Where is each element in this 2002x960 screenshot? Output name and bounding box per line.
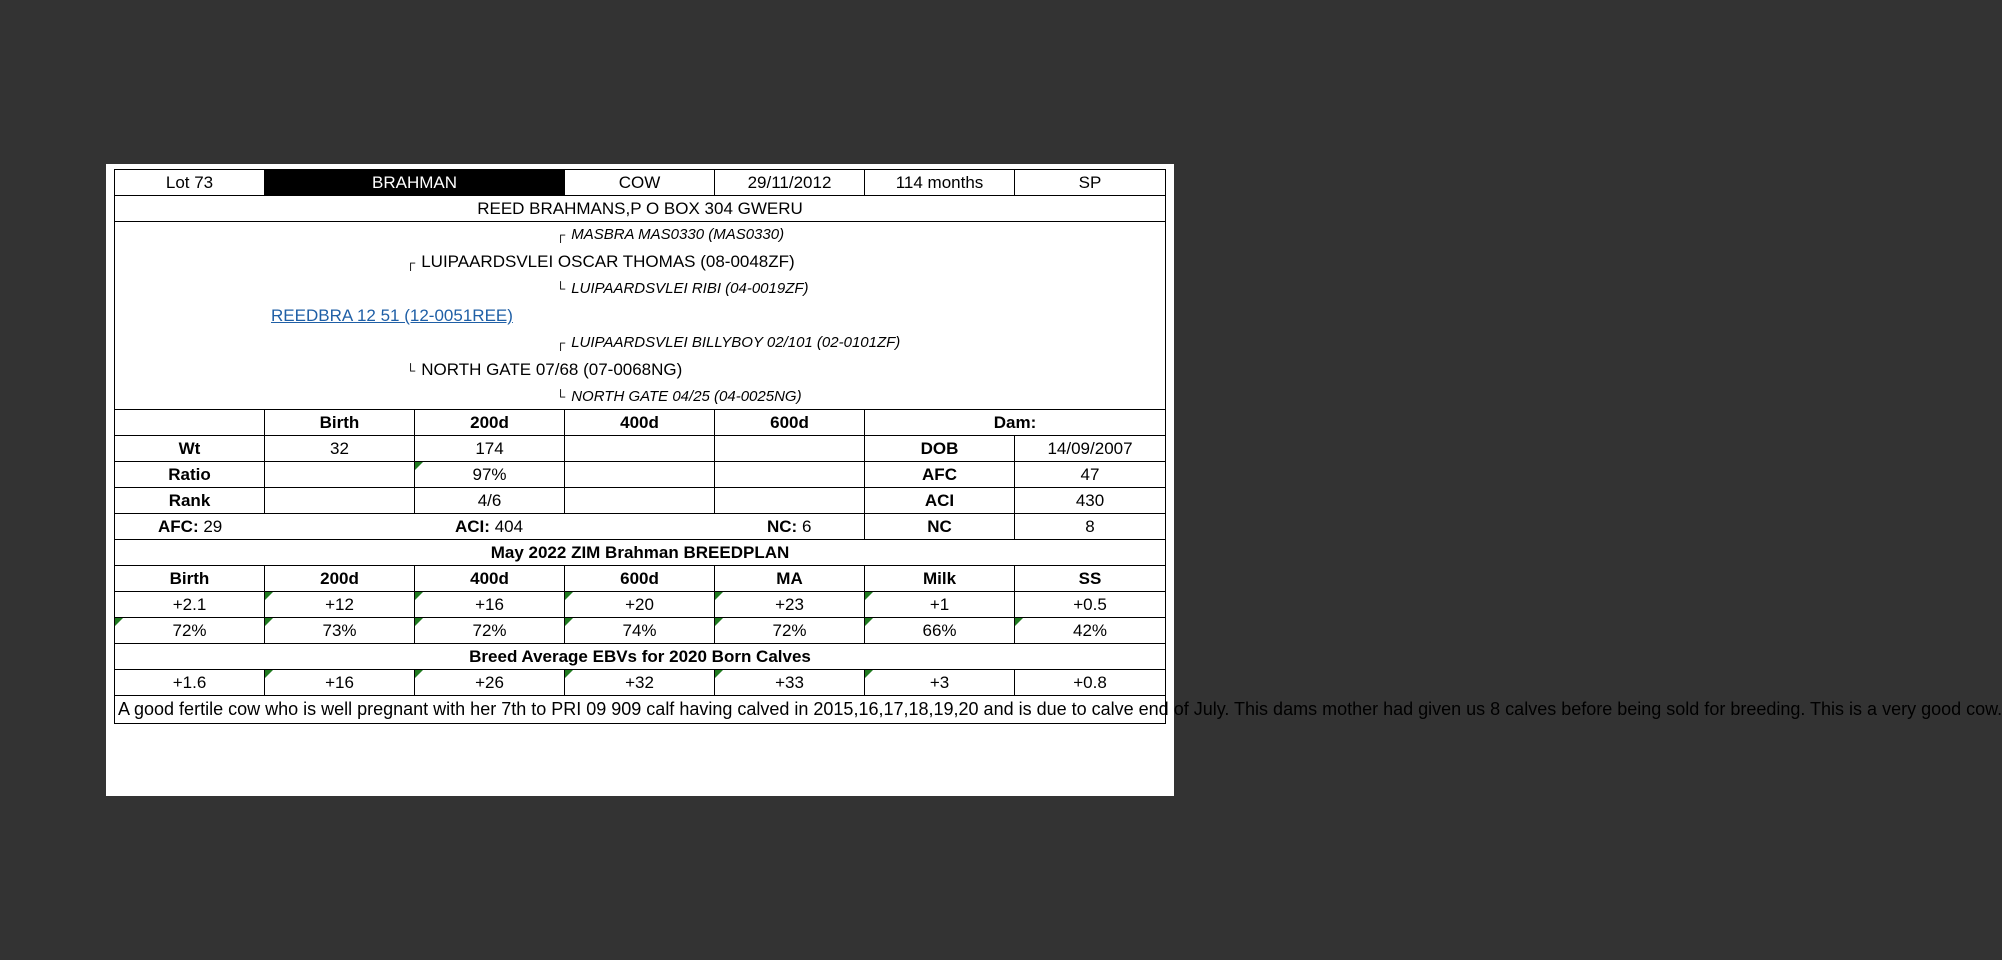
ebv-value: +0.5 [1015,592,1166,618]
dam-value: 14/09/2007 [1015,436,1166,462]
accuracy-value[interactable]: 73% [265,618,415,644]
perf-value [565,436,715,462]
ebv-row [115,592,1166,618]
comment-row [115,696,1166,724]
accuracy-value[interactable]: 72% [115,618,265,644]
sex-label: COW [565,170,715,196]
pedigree-sire-dam: └ LUIPAARDSVLEI RIBI (04-0019ZF) [556,280,809,297]
ebv-header: Birth [115,566,265,592]
perf-value [565,488,715,514]
pedigree-dam: └ NORTH GATE 07/68 (07-0068NG) [406,360,683,379]
ebv-header: Milk [865,566,1015,592]
breed-average-value[interactable]: +16 [265,670,415,696]
perf-row-ratio [115,462,1166,488]
animal-link[interactable]: REEDBRA 12 51 (12-0051REE) [271,306,513,325]
dam-label: DOB [865,436,1015,462]
owner-row [115,196,1166,222]
pedigree-row [115,222,1166,410]
pedigree-sire-sire: ┌ MASBRA MAS0330 (MAS0330) [556,226,785,243]
nc-stat: NC: 6 [767,517,812,536]
owner-address: REED BRAHMANS,P O BOX 304 GWERU [115,196,1166,222]
dam-label: NC [865,514,1015,540]
accuracy-value[interactable]: 74% [565,618,715,644]
dam-value: 8 [1015,514,1166,540]
perf-label: Wt [115,436,265,462]
performance-header-row [115,410,1166,436]
perf-value [265,462,415,488]
pedigree [115,222,1166,410]
perf-value[interactable]: 97% [415,462,565,488]
dam-header: Dam: [865,410,1166,436]
perf-header: 400d [565,410,715,436]
breed-average-title-row [115,644,1166,670]
status-label: SP [1015,170,1166,196]
ebv-header: MA [715,566,865,592]
breed-average-value[interactable]: +3 [865,670,1015,696]
ebv-header: 200d [265,566,415,592]
bracket-top-icon: ┌ [556,227,566,242]
ebv-value[interactable]: +1 [865,592,1015,618]
bracket-bottom-icon: └ [556,389,566,404]
perf-header: 600d [715,410,865,436]
breed-average-value[interactable]: +33 [715,670,865,696]
ebv-value: +2.1 [115,592,265,618]
accuracy-value[interactable]: 72% [715,618,865,644]
perf-value [715,462,865,488]
accuracy-value[interactable]: 66% [865,618,1015,644]
bracket-top-icon: ┌ [406,255,416,270]
bracket-bottom-icon: └ [406,363,416,378]
breed-average-value[interactable]: +26 [415,670,565,696]
breedplan-title-row [115,540,1166,566]
breed-average-title: Breed Average EBVs for 2020 Born Calves [115,644,1166,670]
age-label: 114 months [865,170,1015,196]
breedplan-header-row [115,566,1166,592]
perf-row-wt [115,436,1166,462]
dam-value: 430 [1015,488,1166,514]
fertility-row [115,514,1166,540]
lot-number: Lot 73 [115,170,265,196]
dam-value: 47 [1015,462,1166,488]
dam-label: AFC [865,462,1015,488]
perf-value [565,462,715,488]
accuracy-value[interactable]: 42% [1015,618,1166,644]
breed-average-row [115,670,1166,696]
accuracy-row [115,618,1166,644]
aci-stat: ACI: 404 [455,517,524,536]
comment-text: A good fertile cow who is well pregnant with her 7th to PRI 09 909 calf having calved in 2015,16,17,18,19,20 and is due to calve end of July. This dams mother had given us 8 calves before being sold for breeding. This is a very good cow. [115,696,1166,724]
header-row [115,170,1166,196]
ebv-header: SS [1015,566,1166,592]
perf-label: Rank [115,488,265,514]
ebv-value[interactable]: +20 [565,592,715,618]
dob-label: 29/11/2012 [715,170,865,196]
breed-average-value: +1.6 [115,670,265,696]
ebv-value[interactable]: +16 [415,592,565,618]
ebv-header: 400d [415,566,565,592]
pedigree-sire: ┌ LUIPAARDSVLEI OSCAR THOMAS (08-0048ZF) [406,252,795,271]
perf-value [265,488,415,514]
perf-value [715,488,865,514]
perf-row-rank [115,488,1166,514]
ebv-value[interactable]: +23 [715,592,865,618]
blank-cell [115,410,265,436]
perf-header: Birth [265,410,415,436]
accuracy-value[interactable]: 72% [415,618,565,644]
perf-value [715,436,865,462]
dam-label: ACI [865,488,1015,514]
perf-value: 32 [265,436,415,462]
ebv-header: 600d [565,566,715,592]
lot-table [114,169,2002,724]
perf-label: Ratio [115,462,265,488]
ebv-value[interactable]: +12 [265,592,415,618]
bracket-bottom-icon: └ [556,281,566,296]
bracket-top-icon: ┌ [556,335,566,350]
breedplan-title: May 2022 ZIM Brahman BREEDPLAN [115,540,1166,566]
pedigree-dam-dam: └ NORTH GATE 04/25 (04-0025NG) [556,388,802,405]
pedigree-dam-sire: ┌ LUIPAARDSVLEI BILLYBOY 02/101 (02-0101ZF) [556,334,901,351]
breed-average-value[interactable]: +32 [565,670,715,696]
breed-average-value: +0.8 [1015,670,1166,696]
lot-card [106,164,2002,796]
fertility-summary [115,514,865,540]
perf-value: 4/6 [415,488,565,514]
perf-header: 200d [415,410,565,436]
perf-value: 174 [415,436,565,462]
breed-label: BRAHMAN [265,170,565,196]
afc-stat: AFC: 29 [158,517,223,536]
